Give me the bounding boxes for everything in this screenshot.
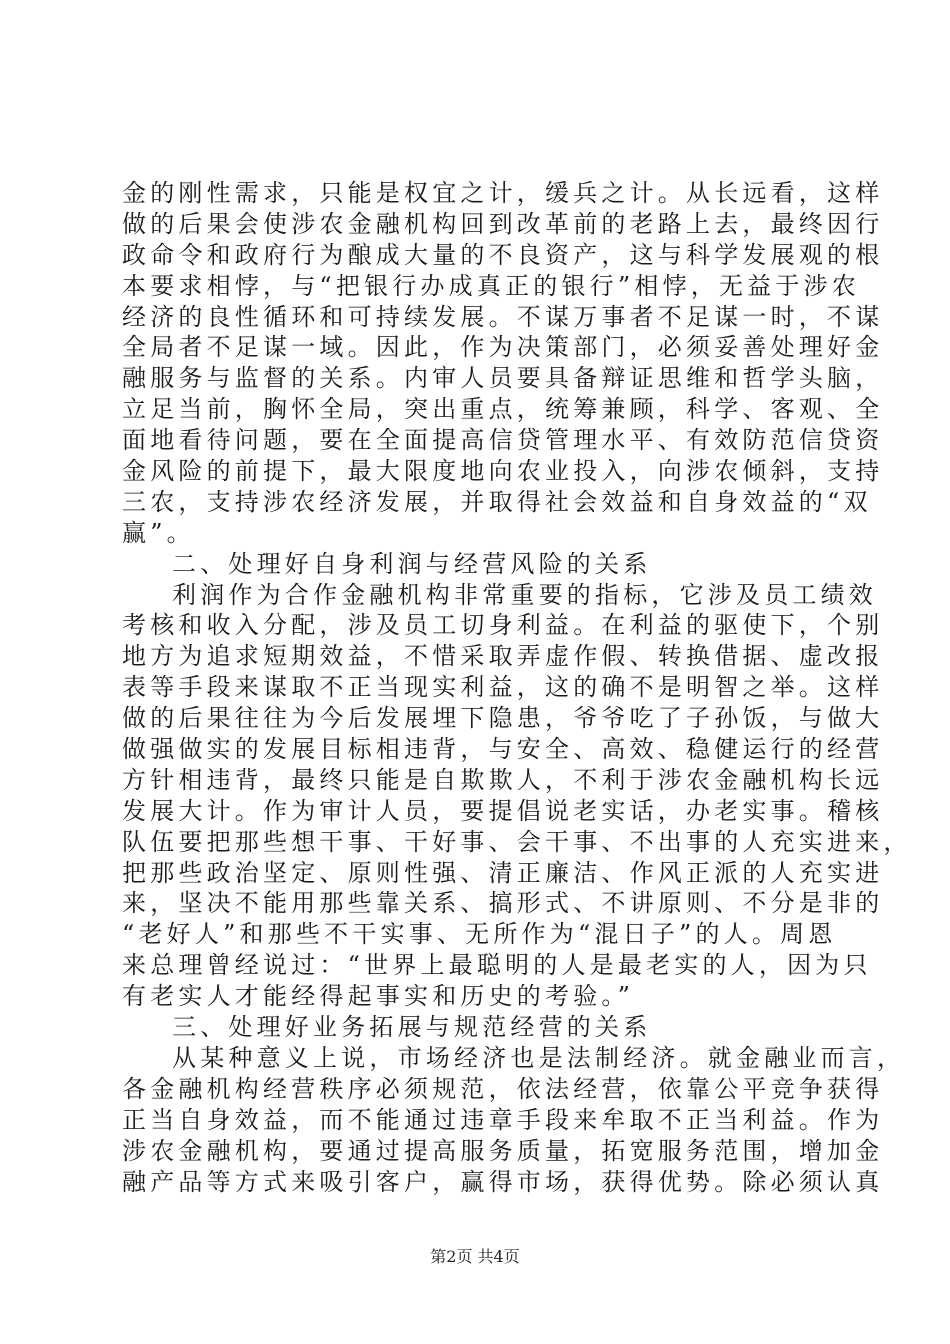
- text-line: 把那些政治坚定、原则性强、清正廉洁、作风正派的人充实进: [122, 858, 884, 887]
- text-line: 经济的良性循环和可持续发展。不谋万事者不足谋一时，不谋: [122, 302, 884, 331]
- text-line: “老好人”和那些不干实事、无所作为“混日子”的人。周恩: [122, 920, 837, 949]
- text-line: 做的后果会使涉农金融机构回到改革前的老路上去，最终因行: [122, 209, 884, 238]
- text-line: 融产品等方式来吸引客户，赢得市场，获得优势。除必须认真: [122, 1167, 884, 1196]
- text-line: 本要求相悖，与“把银行办成真正的银行”相悖，无益于涉农: [122, 271, 860, 300]
- section-heading: 三、处理好业务拓展与规范经营的关系: [172, 1013, 652, 1042]
- text-line: 地方为追求短期效益，不惜采取弄虚作假、转换借据、虚改报: [122, 642, 884, 671]
- text-line: 全局者不足谋一域。因此，作为决策部门，必须妥善处理好金: [122, 333, 884, 362]
- text-line: 立足当前，胸怀全局，突出重点，统筹兼顾，科学、客观、全: [122, 395, 884, 424]
- text-line: 金的刚性需求，只能是权宜之计，缓兵之计。从长远看，这样: [122, 179, 884, 207]
- text-line: 政命令和政府行为酿成大量的不良资产，这与科学发展观的根: [122, 240, 884, 269]
- paragraph-start-line: 利润作为合作金融机构非常重要的指标，它涉及员工绩效: [172, 580, 877, 609]
- text-line: 考核和收入分配，涉及员工切身利益。在利益的驱使下，个别: [122, 611, 884, 640]
- body-text: [122, 178, 912, 1197]
- text-line: 金风险的前提下，最大限度地向农业投入，向涉农倾斜，支持: [122, 457, 884, 486]
- paragraph-start-line: 从某种意义上说，市场经济也是法制经济。就金融业而言，: [172, 1043, 906, 1072]
- text-line: 涉农金融机构，要通过提高服务质量，拓宽服务范围，增加金: [122, 1136, 884, 1165]
- text-line: 队伍要把那些想干事、干好事、会干事、不出事的人充实进来，: [122, 827, 912, 856]
- text-line: 发展大计。作为审计人员，要提倡说老实话，办老实事。稽核: [122, 796, 884, 825]
- text-line: 表等手段来谋取不正当现实利益，这的确不是明智之举。这样: [122, 673, 884, 702]
- text-line: 做强做实的发展目标相违背，与安全、高效、稳健运行的经营: [122, 735, 884, 764]
- text-line: 做的后果往往为今后发展埋下隐患，爷爷吃了子孙饭，与做大: [122, 704, 884, 733]
- text-line: 三农，支持涉农经济发展，并取得社会效益和自身效益的“双: [122, 487, 872, 516]
- section-heading: 二、处理好自身利润与经营风险的关系: [172, 549, 652, 578]
- text-line: 面地看待问题，要在全面提高信贷管理水平、有效防范信贷资: [122, 426, 884, 455]
- text-line: 正当自身效益，而不能通过违章手段来牟取不正当利益。作为: [122, 1105, 884, 1134]
- text-line: 方针相违背，最终只能是自欺欺人，不利于涉农金融机构长远: [122, 765, 884, 794]
- text-line: 来，坚决不能用那些靠关系、搞形式、不讲原则、不分是非的: [122, 889, 884, 918]
- page-footer: 第2页 共4页: [430, 1247, 520, 1266]
- text-line: 融服务与监督的关系。内审人员要具备辩证思维和哲学头脑，: [122, 364, 884, 393]
- text-line: 有老实人才能经得起事实和历史的考验。”: [122, 982, 635, 1011]
- text-line: 各金融机构经营秩序必须规范，依法经营，依靠公平竞争获得: [122, 1074, 884, 1103]
- text-line: 赢”。: [122, 518, 195, 547]
- text-line: 来总理曾经说过：“世界上最聪明的人是最老实的人，因为只: [122, 951, 872, 980]
